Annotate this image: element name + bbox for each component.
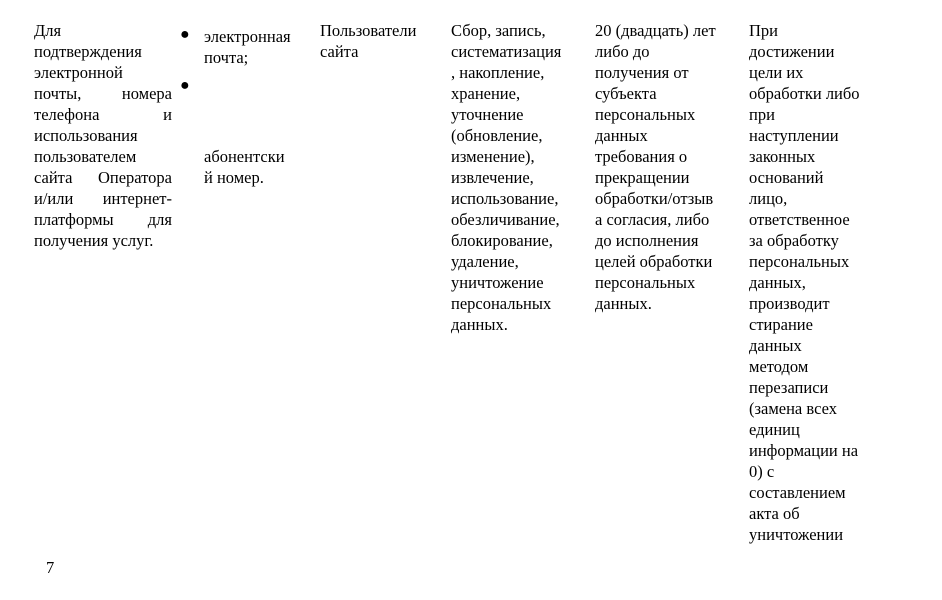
text-line: до исполнения bbox=[595, 231, 699, 250]
text-line: цели их bbox=[749, 63, 804, 82]
text-line: целей обработки bbox=[595, 252, 713, 271]
retention-cell bbox=[595, 20, 740, 314]
text-line: единиц bbox=[749, 420, 800, 439]
text-line: (обновление, bbox=[451, 126, 543, 145]
data-item bbox=[204, 146, 309, 188]
text-line: (замена всех bbox=[749, 399, 837, 418]
text-line: данных. bbox=[451, 315, 508, 334]
text-line: платформы для bbox=[34, 210, 172, 229]
text-line: методом bbox=[749, 357, 809, 376]
text-line: почта; bbox=[204, 48, 249, 67]
text-line: стирание bbox=[749, 315, 813, 334]
text-line: требования о bbox=[595, 147, 688, 166]
text-line: и/или интернет- bbox=[34, 189, 172, 208]
text-line: а согласия, либо bbox=[595, 210, 710, 229]
text-line: персональных bbox=[451, 294, 552, 313]
text-line: , накопление, bbox=[451, 63, 545, 82]
text-line: изменение), bbox=[451, 147, 535, 166]
destruction-cell bbox=[749, 20, 889, 545]
text-line: оснований bbox=[749, 168, 824, 187]
text-line: ответственное bbox=[749, 210, 850, 229]
text-line: извлечение, bbox=[451, 168, 534, 187]
text-line: персональных bbox=[595, 273, 696, 292]
purpose-cell bbox=[34, 20, 172, 251]
text-line: При bbox=[749, 21, 778, 40]
text-line: сайта Оператора bbox=[34, 168, 172, 187]
text-line: либо до bbox=[595, 42, 650, 61]
subjects-cell bbox=[320, 20, 440, 62]
text-line: данных bbox=[595, 126, 648, 145]
text-line: телефона и bbox=[34, 105, 172, 124]
text-line: достижении bbox=[749, 42, 835, 61]
text-line: Для bbox=[34, 21, 62, 40]
text-line: электронной bbox=[34, 63, 123, 82]
text-line: лицо, bbox=[749, 189, 788, 208]
text-line: подтверждения bbox=[34, 42, 142, 61]
text-line: наступлении bbox=[749, 126, 839, 145]
text-line: уничтожение bbox=[451, 273, 544, 292]
bullet-icon: ● bbox=[180, 77, 190, 94]
text-line: й номер. bbox=[204, 168, 264, 187]
text-line: блокирование, bbox=[451, 231, 553, 250]
text-line: систематизация bbox=[451, 42, 562, 61]
text-line: получения от bbox=[595, 63, 689, 82]
text-line: хранение, bbox=[451, 84, 521, 103]
text-line: законных bbox=[749, 147, 816, 166]
text-line: составлением bbox=[749, 483, 846, 502]
text-line: 20 (двадцать) лет bbox=[595, 21, 716, 40]
text-line: пользователем bbox=[34, 147, 137, 166]
text-line: данных bbox=[749, 336, 802, 355]
text-line: уничтожении bbox=[749, 525, 844, 544]
text-line: данных. bbox=[595, 294, 652, 313]
text-line: акта об bbox=[749, 504, 800, 523]
text-line: обезличивание, bbox=[451, 210, 560, 229]
text-line: данных, bbox=[749, 273, 806, 292]
text-line: удаление, bbox=[451, 252, 519, 271]
text-line: Пользователи bbox=[320, 21, 417, 40]
text-line: почты, номера bbox=[34, 84, 172, 103]
text-line: за обработку bbox=[749, 231, 839, 250]
text-line: Сбор, запись, bbox=[451, 21, 546, 40]
text-line: перезаписи bbox=[749, 378, 829, 397]
text-line: сайта bbox=[320, 42, 359, 61]
text-line: персональных bbox=[595, 105, 696, 124]
text-line: прекращении bbox=[595, 168, 690, 187]
text-line: электронная bbox=[204, 27, 291, 46]
text-line: 0) с bbox=[749, 462, 775, 481]
text-line: информации на bbox=[749, 441, 859, 460]
actions-cell bbox=[451, 20, 586, 335]
text-line: обработки либо bbox=[749, 84, 860, 103]
text-line: персональных bbox=[749, 252, 850, 271]
bullet-icon: ● bbox=[180, 26, 190, 43]
text-line: абонентски bbox=[204, 147, 285, 166]
data-item bbox=[204, 26, 309, 68]
text-line: использования bbox=[34, 126, 138, 145]
page-number: 7 bbox=[46, 558, 55, 577]
text-line: субъекта bbox=[595, 84, 657, 103]
text-line: производит bbox=[749, 294, 830, 313]
text-line: получения услуг. bbox=[34, 231, 154, 250]
text-line: обработки/отзыв bbox=[595, 189, 714, 208]
text-line: уточнение bbox=[451, 105, 524, 124]
text-line: использование, bbox=[451, 189, 559, 208]
text-line: при bbox=[749, 105, 775, 124]
